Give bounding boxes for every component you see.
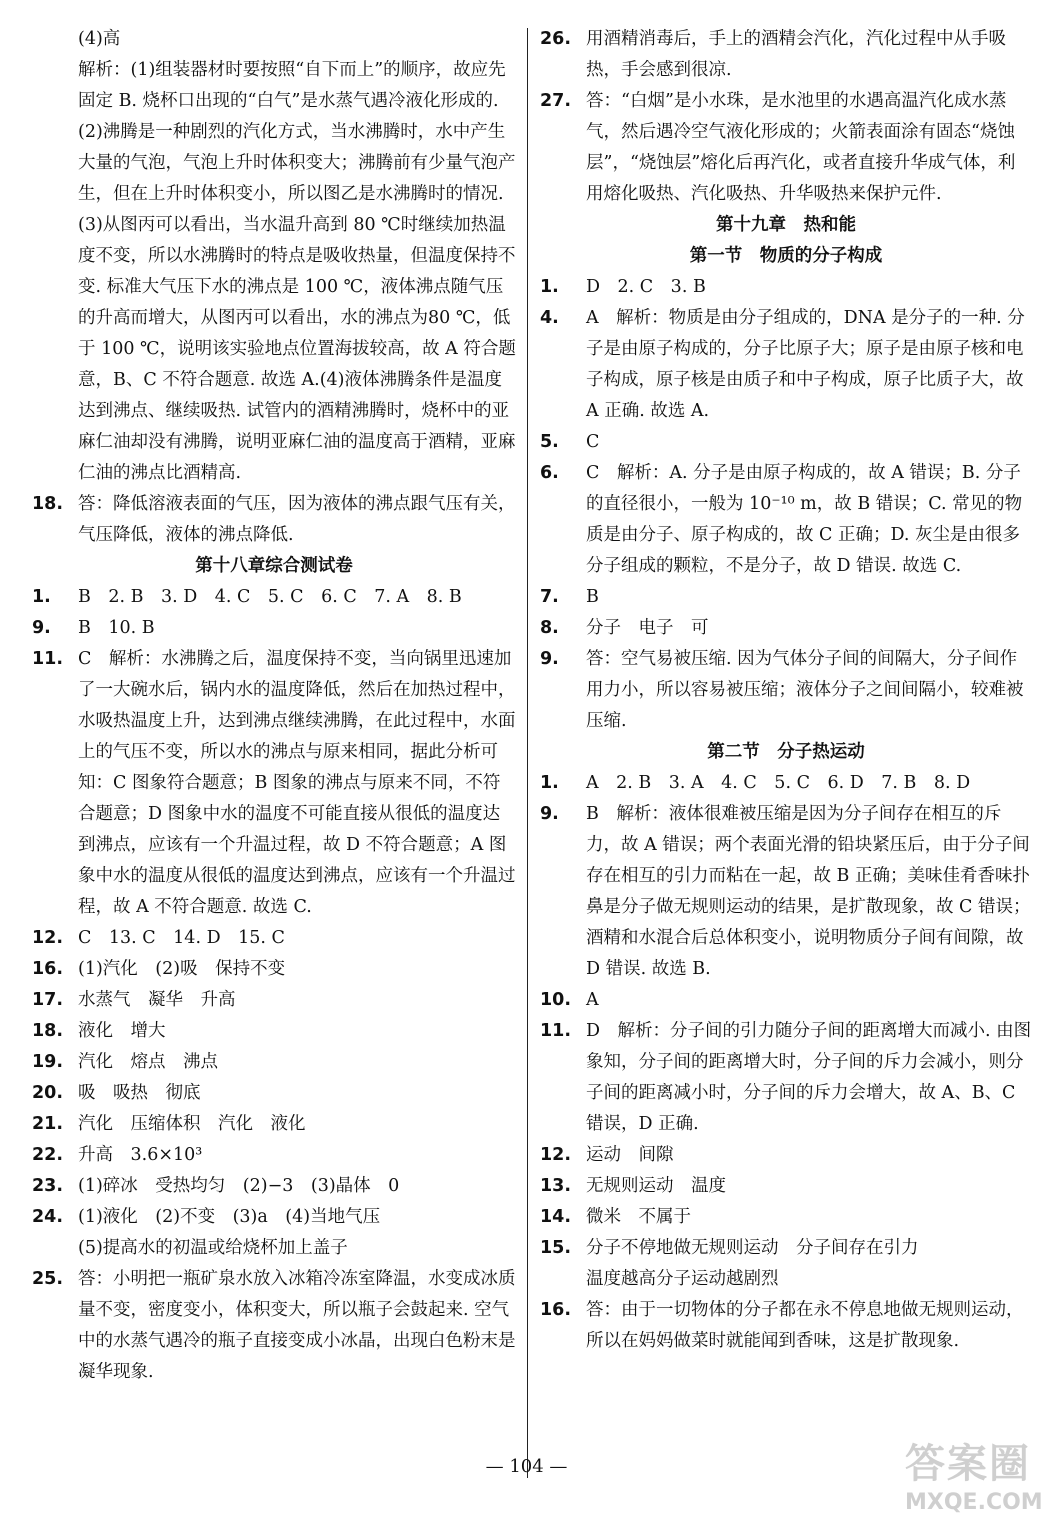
answer-item — [32, 985, 516, 1016]
answer-text: B 解析：液体很难被压缩是因为分子间存在相互的斥力，故 A 错误；两个表面光滑的铅块紧压后，由于分子间存在相互的引力而粘在一起，故 B 正确；美味佳肴香味扑鼻是分子做无规则运动的结果，是扩散现象，故 C 错误；酒精和水混合后总体积变小，说明物质分子间有间隙，故 D 错误. 故选 B. — [586, 804, 1031, 979]
answer-text: 微米 不属于 — [586, 1207, 691, 1227]
answer-text: C 解析：水沸腾之后，温度保持不变，当向锅里迅速加了一大碗水后，锅内水的温度降低，然后在加热过程中，水吸热温度上升，达到沸点继续沸腾，在此过程中，水面上的气压不变，所以水的沸点与原来相同，据此分析可知：C 图象符合题意；B 图象的沸点与原来不同，不符合题意；D 图象中水的温度不可能直接从很低的温度达到沸点，应该有一个升温过程，故 D 不符合题意；A 图象中水的温度从很低的温度达到沸点，应该有一个升温过程，故 A 不符合题意. 故选 C. — [78, 649, 516, 917]
answer-item — [32, 1264, 516, 1388]
answer-item — [32, 582, 516, 613]
answer-item — [540, 86, 1032, 210]
question-number: 5. — [540, 432, 559, 452]
answer-item — [540, 303, 1032, 427]
answer-text: A 解析：物质是由分子组成的，DNA 是分子的一种. 分子是由原子构成的，分子比原子大；原子是由原子核和电子构成，原子核是由质子和中子构成，原子比质子大，故 A 正确. 故选 A. — [586, 308, 1025, 421]
answer-text: 汽化 压缩体积 汽化 液化 — [78, 1114, 306, 1134]
question-number: 1. — [32, 587, 51, 607]
question-number: 22. — [32, 1145, 64, 1165]
section-heading: 第二节 分子热运动 — [707, 742, 865, 762]
question-number: 6. — [540, 463, 559, 483]
answer-item — [32, 1109, 516, 1140]
answer-item — [540, 644, 1032, 737]
answer-item — [540, 985, 1032, 1016]
answer-item — [540, 1140, 1032, 1171]
question-number: 17. — [32, 990, 64, 1010]
answer-item — [540, 1233, 1032, 1264]
page-number: — 104 — — [485, 1456, 568, 1477]
answer-text: B — [586, 587, 599, 607]
answer-text: 汽化 熔点 沸点 — [78, 1052, 218, 1072]
question-number: 11. — [540, 1021, 572, 1041]
answer-text: 温度越高分子运动越剧烈 — [586, 1269, 779, 1289]
question-number: 4. — [540, 308, 559, 328]
question-number: 18. — [32, 1021, 64, 1041]
question-number: 16. — [32, 959, 64, 979]
answer-text: C — [586, 432, 600, 452]
section-heading: 第十九章 热和能 — [716, 215, 856, 235]
answer-item — [540, 768, 1032, 799]
question-number: 26. — [540, 29, 572, 49]
answer-text: 水蒸气 凝华 升高 — [78, 990, 236, 1010]
answer-text: 分子不停地做无规则运动 分子间存在引力 — [586, 1238, 919, 1258]
section-heading: 第十八章综合测试卷 — [195, 556, 353, 576]
answer-text: D 解析：分子间的引力随分子间的距离增大而减小. 由图象知，分子间的距离增大时，分子间的斥力会减小，则分子间的距离减小时，分子间的斥力会增大，故 A、B、C 错误，D 正确. — [586, 1021, 1032, 1134]
question-number: 19. — [32, 1052, 64, 1072]
answer-text: (4)高 — [78, 29, 121, 49]
watermark-url: MXQE.COM — [905, 1490, 1043, 1515]
answer-item — [540, 272, 1032, 303]
question-number: 27. — [540, 91, 572, 111]
answer-item — [540, 613, 1032, 644]
answer-text: 答：小明把一瓶矿泉水放入冰箱冷冻室降温，水变成冰质量不变，密度变小，体积变大，所以瓶子会鼓起来. 空气中的水蒸气遇冷的瓶子直接变成小冰晶，出现白色粉末是凝华现象. — [78, 1269, 516, 1382]
answer-text: B 10. B — [78, 618, 155, 638]
question-number: 12. — [540, 1145, 572, 1165]
question-number: 23. — [32, 1176, 64, 1196]
question-number: 25. — [32, 1269, 64, 1289]
answer-text: (1)汽化 (2)吸 保持不变 — [78, 959, 286, 979]
question-number: 20. — [32, 1083, 64, 1103]
question-number: 15. — [540, 1238, 572, 1258]
question-number: 13. — [540, 1176, 572, 1196]
question-number: 16. — [540, 1300, 572, 1320]
answer-item — [540, 799, 1032, 985]
question-number: 7. — [540, 587, 559, 607]
answer-item — [540, 582, 1032, 613]
question-number: 9. — [540, 804, 559, 824]
answer-item — [32, 1140, 516, 1171]
question-number: 9. — [32, 618, 51, 638]
question-number: 12. — [32, 928, 64, 948]
answer-item — [32, 613, 516, 644]
question-number: 1. — [540, 773, 559, 793]
answer-text: C 13. C 14. D 15. C — [78, 928, 285, 948]
answer-text: 吸 吸热 彻底 — [78, 1083, 201, 1103]
answer-text: (1)碎冰 受热均匀 (2)−3 (3)晶体 0 — [78, 1176, 400, 1196]
question-number: 1. — [540, 277, 559, 297]
answer-text: 升高 3.6×10³ — [78, 1145, 203, 1165]
answer-item — [540, 24, 1032, 86]
watermark-text: 答案圈 — [905, 1441, 1031, 1487]
answer-item — [32, 489, 516, 551]
answer-text: B 2. B 3. D 4. C 5. C 6. C 7. A 8. B — [78, 587, 462, 607]
question-number: 11. — [32, 649, 64, 669]
answer-text: 答：由于一切物体的分子都在永不停息地做无规则运动，所以在妈妈做菜时就能闻到香味，这是扩散现象. — [586, 1300, 1024, 1351]
answer-text: A — [586, 990, 599, 1010]
answer-item — [32, 1016, 516, 1047]
answer-item — [32, 1202, 516, 1233]
answer-item — [540, 1202, 1032, 1233]
question-number: 9. — [540, 649, 559, 669]
question-number: 24. — [32, 1207, 64, 1227]
answer-text: 解析：(1)组装器材时要按照“自下而上”的顺序，故应先固定 B. 烧杯口出现的“白气”是水蒸气遇冷液化形成的.(2)沸腾是一种剧烈的汽化方式，当水沸腾时，水中产生大量的气泡，气泡上升时体积变大；沸腾前有少量气泡产生，但在上升时体积变小，所以图乙是水沸腾时的情况.(3)从图丙可以看出，当水温升高到 80 ℃时继续加热温度不变，所以水沸腾时的特点是吸收热量，但温度保持不变. 标准大气压下水的沸点是 100 ℃，液体沸点随气压的升高而增大，从图丙可以看出，水的沸点为80 ℃，低于 100 ℃，说明该实验地点位置海拔较高，故 A 符合题意，B、C 不符合题意. 故选 A.(4)液体沸腾条件是温度达到沸点、继续吸热. 试管内的酒精沸腾时，烧杯中的亚麻仁油却没有沸腾，说明亚麻仁油的温度高于酒精，亚麻仁油的沸点比酒精高. — [78, 60, 516, 483]
question-number: 8. — [540, 618, 559, 638]
question-number: 14. — [540, 1207, 572, 1227]
answer-text: 运动 间隙 — [586, 1145, 674, 1165]
answer-text: D 2. C 3. B — [586, 277, 706, 297]
question-number: 18. — [32, 494, 64, 514]
answer-item — [32, 1078, 516, 1109]
answer-item — [540, 1171, 1032, 1202]
answer-text: 无规则运动 温度 — [586, 1176, 726, 1196]
answer-text: 答：“白烟”是小水珠，是水池里的水遇高温汽化成水蒸气，然后遇冷空气液化形成的；火箭表面涂有固态“烧蚀层”，“烧蚀层”熔化后再汽化，或者直接升华成气体，利用熔化吸热、汽化吸热、升华吸热来保护元件. — [586, 91, 1016, 204]
section-heading: 第一节 物质的分子构成 — [689, 246, 883, 266]
answer-item — [540, 1295, 1032, 1357]
answer-text: 答：空气易被压缩. 因为气体分子间的间隔大，分子间作用力小，所以容易被压缩；液体分子之间间隔小，较难被压缩. — [586, 649, 1024, 731]
watermark-logo — [905, 1440, 1045, 1530]
answer-text: C 解析：A. 分子是由原子构成的，故 A 错误；B. 分子的直径很小，一般为 10⁻¹⁰ m，故 B 错误；C. 常见的物质是由分子、原子构成的，故 C 正确；D. 灰尘是由很多分子组成的颗粒，不是分子，故 D 错误. 故选 C. — [586, 463, 1023, 576]
answer-text: (5)提高水的初温或给烧杯加上盖子 — [78, 1238, 348, 1258]
answer-item — [540, 1016, 1032, 1140]
answer-item — [540, 427, 1032, 458]
answer-text: 答：降低溶液表面的气压，因为液体的沸点跟气压有关，气压降低，液体的沸点降低. — [78, 494, 516, 545]
answer-item — [32, 954, 516, 985]
answer-item — [32, 1047, 516, 1078]
question-number: 10. — [540, 990, 572, 1010]
column-divider — [527, 28, 528, 1478]
answer-text: 液化 增大 — [78, 1021, 166, 1041]
answer-text: 用酒精消毒后，手上的酒精会汽化，汽化过程中从手吸热，手会感到很凉. — [586, 29, 1006, 80]
answer-text: (1)液化 (2)不变 (3)a (4)当地气压 — [78, 1207, 381, 1227]
right-column — [540, 24, 1032, 1357]
answer-item — [32, 644, 516, 923]
answer-item — [32, 923, 516, 954]
question-number: 21. — [32, 1114, 64, 1134]
answer-item — [32, 1171, 516, 1202]
answer-text: A 2. B 3. A 4. C 5. C 6. D 7. B 8. D — [586, 773, 971, 793]
answer-text: 分子 电子 可 — [586, 618, 709, 638]
left-column — [32, 24, 516, 1388]
answer-item — [540, 458, 1032, 582]
